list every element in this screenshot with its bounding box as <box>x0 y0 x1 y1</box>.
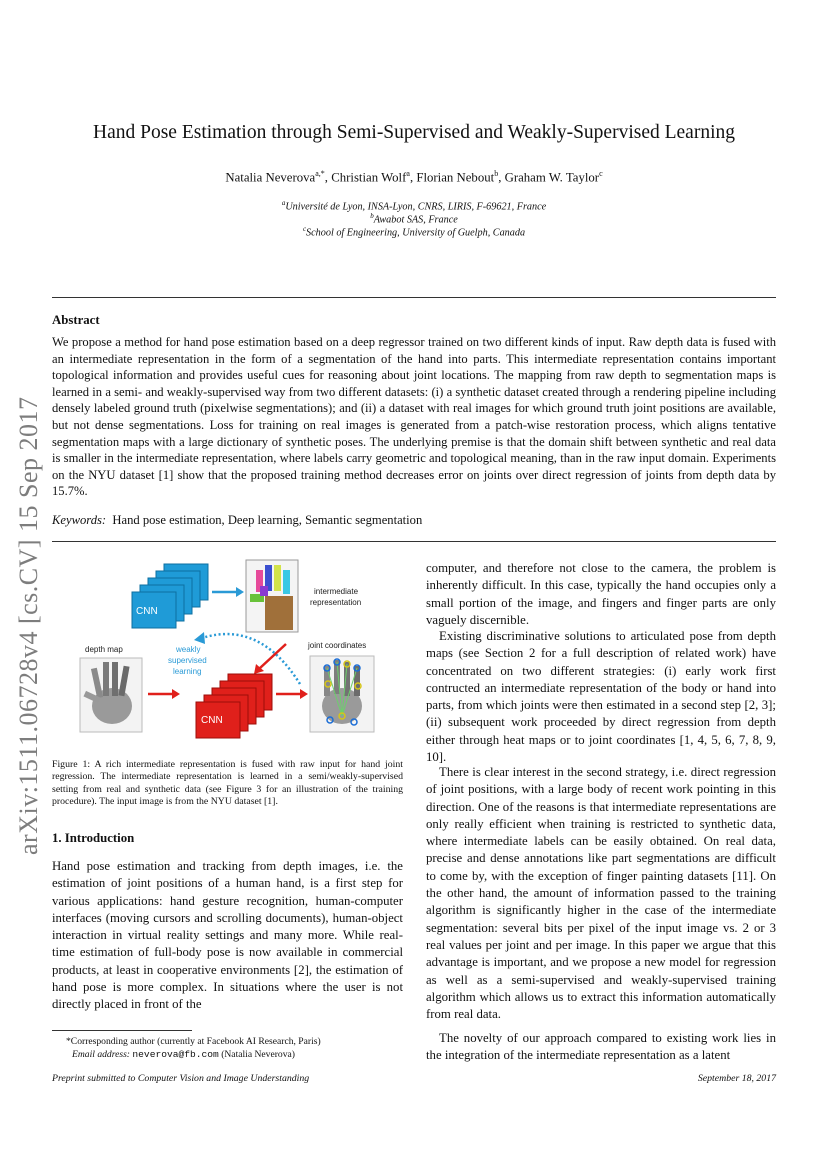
footer-date: September 18, 2017 <box>697 1073 776 1084</box>
arrow-icon <box>236 587 244 597</box>
author-name: Graham W. Taylor <box>504 170 600 185</box>
email-label: Email address: <box>72 1049 131 1060</box>
intermediate-representation-image <box>246 560 298 632</box>
cnn-label-top: CNN <box>136 606 158 617</box>
label-supervised: supervised <box>168 656 207 665</box>
label-representation: representation <box>310 598 362 607</box>
author-name: Natalia Neverova <box>225 170 316 185</box>
author-sup: b <box>494 169 499 178</box>
footer-journal: Preprint submitted to Computer Vision and Image Understanding <box>52 1073 310 1084</box>
label-learning: learning <box>173 667 202 676</box>
paragraph: There is clear interest in the second strategy, i.e. direct regression of joint positions, with a large body of recent work pointing in this direction. One of the reasons is that intermediate representations are only really efficient when training is restricted to synthetic data, where intermediate labels can be easily obtained. On real data, precise and dense annotations like part segmentations are difficult to come by, with the exception of finger painting datasets [11]. On the other hand, the amount of information passed to the training algorithm is significantly higher in the case of the intermediate segmentation: several bits per pixel of the input image vs. 2 or 3 real values per joint and per image. In this paper we argue that this advantage is important, and we propose a new model for regression as well as a semi-supervised and weakly-supervised training algorithm which allows us to extract this information automatically from real data. <box>426 765 776 1022</box>
affiliation: $^c$School of Engineering, University of Guelph, Canada <box>302 225 526 239</box>
email-owner: (Natalia Neverova) <box>221 1049 295 1060</box>
keywords <box>52 513 422 528</box>
label-intermediate: intermediate <box>314 587 359 596</box>
keywords-text: Hand pose estimation, Deep learning, Semantic segmentation <box>112 513 423 527</box>
author-sup: a <box>406 169 410 178</box>
author-sup: a,* <box>315 169 325 178</box>
label-joint-coordinates: joint coordinates <box>308 641 367 650</box>
affiliation: $^b$Awabot SAS, France <box>370 212 458 226</box>
figure-1 <box>60 556 400 746</box>
email-address[interactable]: neverova@fb.com <box>132 1049 219 1060</box>
paragraph: computer, and therefore not close to the camera, the problem is inherently difficult. In this case, typically the hand occupies only a small portion of the image, and fingers and finger parts are only vaguely discernible. <box>426 561 776 627</box>
section-heading: 1. Introduction <box>52 831 135 845</box>
affiliation: $^a$Université de Lyon, INSA-Lyon, CNRS, LIRIS, F-69621, France <box>281 199 547 213</box>
figure-caption: Figure 1: A rich intermediate representation is fused with raw input for hand joint regression. The intermediate representation is learned in a semi/weakly-supervised setting from real and synthetic data (see Figure 3 for an illustration of the training procedure). The input image is from the NYU dataset [1]. <box>52 759 403 808</box>
joint-coordinates-image <box>310 656 374 732</box>
depth-map-image <box>80 658 142 732</box>
footnote: *Corresponding author (currently at Facebook AI Research, Paris) <box>66 1036 321 1047</box>
divider <box>52 297 776 298</box>
cnn-block-top <box>132 564 208 628</box>
intro-paragraph: Hand pose estimation and tracking from depth images, i.e. the estimation of joint positions of a human hand, is a first step for various applications: hand gesture recognition, human-computer interfaces (moving cursors and scrolling documents), human-object interaction in virtual reality settings and many more. While real-time estimation of full-body pose is now available in commercial products, at least in cooperative environments [2], the estimation of hand pose is more complex. In situations where the user is not directly placed in front of the <box>52 859 403 1012</box>
footnote-rule <box>52 1030 192 1031</box>
footnote-email <box>52 1048 423 1061</box>
paragraph: The novelty of our approach compared to existing work lies in the integration of the intermediate representation as a latent <box>426 1031 776 1063</box>
label-depth-map: depth map <box>85 645 123 654</box>
arxiv-identifier: arXiv:1511.06728v4 [cs.CV] 15 Sep 2017 <box>14 396 43 855</box>
abstract-text: We propose a method for hand pose estimation based on a deep regressor trained on two different kinds of input. Raw depth data is fused with an intermediate representation in the form of a segmentation of the hand into parts. This intermediate representation contains important topological information and provides useful cues for reasoning about joint locations. The mapping from raw depth to segmentation maps is learned in a semi- and weakly-supervised way from two different datasets: (i) a synthetic dataset created through a rendering pipeline including densely labeled ground truth (pixelwise segmentations); and (ii) a dataset with real images for which ground truth joint positions are available, but not dense segmentations. Loss for training on real images is generated from a patch-wise restoration process, which aligns tentative segmentation maps with a large dictionary of synthetic poses. The underlying premise is that the domain shift between synthetic and real data is smaller in the intermediate representation, where labels carry geometric and topological meaning, than in the raw input domain. Experiments on the NYU dataset [1] show that the proposed training method decreases error on joints over direct regression of joints from depth data by 15.7%. <box>52 335 776 499</box>
arrow-icon <box>194 632 205 644</box>
paragraph: Existing discriminative solutions to articulated pose from depth maps (see Section 2 for a full description of related work) have concentrated on two different strategies: (i) early work first contructed an intermediate representation of the body or hand into parts, from which joints were then estimated in a second step [2, 3]; (ii) subsequent work proceeded by direct regression from depth either through heat maps or to joint coordinates [1, 4, 5, 6, 7, 8, 9, 10]. <box>426 629 776 765</box>
author-name: Florian Nebout <box>416 170 495 185</box>
label-weakly: weakly <box>176 645 201 654</box>
paper-title: Hand Pose Estimation through Semi-Supervised and Weakly-Supervised Learning <box>93 122 735 143</box>
cnn-label-bottom: CNN <box>201 715 223 726</box>
abstract-heading: Abstract <box>52 313 100 327</box>
cnn-block-bottom <box>196 674 272 738</box>
author-name: Christian Wolf <box>331 170 407 185</box>
divider <box>52 541 776 542</box>
keywords-label: Keywords: <box>52 513 107 527</box>
author-sup: c <box>599 169 603 178</box>
arrow-icon <box>260 644 286 668</box>
arrow-icon <box>300 689 308 699</box>
arrow-icon <box>172 689 180 699</box>
author-list: Natalia Neverova$^{a,*}$, Christian Wolf$^a$, Florian Nebout$^b$, Graham W. Taylor$^c$ <box>225 169 603 185</box>
